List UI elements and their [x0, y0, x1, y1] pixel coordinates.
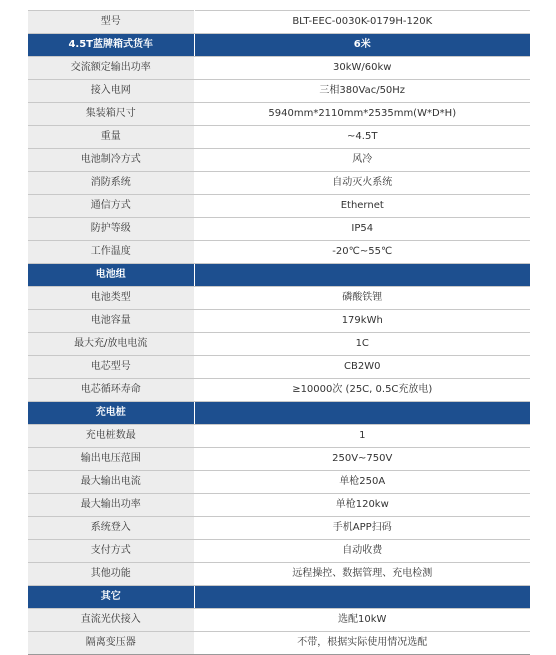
- spec-value: BLT-EEC-0030K-0179H-120K: [194, 11, 530, 34]
- spec-label: 电池类型: [28, 287, 194, 310]
- spec-label: 电池容量: [28, 310, 194, 333]
- spec-table: [28, 10, 530, 655]
- spec-value: 1: [194, 425, 530, 448]
- spec-sheet: [28, 10, 530, 655]
- spec-label: 电池制冷方式: [28, 149, 194, 172]
- spec-row: [28, 494, 530, 517]
- section-value: 6米: [194, 34, 530, 57]
- spec-row: [28, 517, 530, 540]
- spec-label: 消防系统: [28, 172, 194, 195]
- spec-label: 型号: [28, 11, 194, 34]
- spec-table-body: [28, 11, 530, 655]
- spec-label: 隔离变压器: [28, 632, 194, 655]
- spec-value: 250V~750V: [194, 448, 530, 471]
- spec-row: [28, 609, 530, 632]
- spec-row: [28, 218, 530, 241]
- section-header-row: [28, 402, 530, 425]
- spec-label: 最大输出功率: [28, 494, 194, 517]
- spec-row: [28, 333, 530, 356]
- spec-row: [28, 471, 530, 494]
- spec-label: 电芯循环寿命: [28, 379, 194, 402]
- spec-row: [28, 632, 530, 655]
- spec-label: 系统登入: [28, 517, 194, 540]
- spec-value: 手机APP扫码: [194, 517, 530, 540]
- spec-row: [28, 103, 530, 126]
- spec-row: [28, 195, 530, 218]
- spec-value: CB2W0: [194, 356, 530, 379]
- spec-value: -20℃~55℃: [194, 241, 530, 264]
- spec-value: 不带，根据实际使用情况选配: [194, 632, 530, 655]
- spec-value: ≥10000次 (25C, 0.5C充放电): [194, 379, 530, 402]
- spec-row: [28, 448, 530, 471]
- spec-label: 最大输出电流: [28, 471, 194, 494]
- section-header-row: [28, 586, 530, 609]
- spec-label: 直流光伏接入: [28, 609, 194, 632]
- spec-row: [28, 563, 530, 586]
- spec-value: Ethernet: [194, 195, 530, 218]
- spec-row: [28, 310, 530, 333]
- spec-row: [28, 356, 530, 379]
- spec-label: 接入电网: [28, 80, 194, 103]
- spec-value: ~4.5T: [194, 126, 530, 149]
- spec-value: 单枪120kw: [194, 494, 530, 517]
- spec-value: 自动收费: [194, 540, 530, 563]
- spec-row: [28, 540, 530, 563]
- spec-row: [28, 149, 530, 172]
- spec-value: 5940mm*2110mm*2535mm(W*D*H): [194, 103, 530, 126]
- section-value: [194, 586, 530, 609]
- spec-label: 工作温度: [28, 241, 194, 264]
- spec-label: 最大充/放电电流: [28, 333, 194, 356]
- spec-value: 30kW/60kw: [194, 57, 530, 80]
- spec-label: 输出电压范围: [28, 448, 194, 471]
- spec-value: IP54: [194, 218, 530, 241]
- spec-label: 充电桩数最: [28, 425, 194, 448]
- spec-label: 支付方式: [28, 540, 194, 563]
- spec-row: [28, 172, 530, 195]
- spec-label: 防护等级: [28, 218, 194, 241]
- spec-value: 风冷: [194, 149, 530, 172]
- section-header-row: [28, 34, 530, 57]
- spec-label: 电芯型号: [28, 356, 194, 379]
- spec-row: [28, 57, 530, 80]
- spec-value: 远程操控、数据管理、充电检测: [194, 563, 530, 586]
- section-value: [194, 264, 530, 287]
- section-title: 充电桩: [28, 402, 194, 425]
- spec-label: 通信方式: [28, 195, 194, 218]
- section-title: 电池组: [28, 264, 194, 287]
- spec-row: [28, 379, 530, 402]
- section-title: 4.5T蓝牌箱式货车: [28, 34, 194, 57]
- spec-label: 集装箱尺寸: [28, 103, 194, 126]
- spec-label: 重量: [28, 126, 194, 149]
- spec-row: [28, 11, 530, 34]
- spec-value: 1C: [194, 333, 530, 356]
- spec-value: 三相380Vac/50Hz: [194, 80, 530, 103]
- spec-label: 其他功能: [28, 563, 194, 586]
- spec-row: [28, 287, 530, 310]
- spec-value: 磷酸铁锂: [194, 287, 530, 310]
- spec-value: 自动灭火系统: [194, 172, 530, 195]
- section-title: 其它: [28, 586, 194, 609]
- spec-row: [28, 126, 530, 149]
- spec-value: 179kWh: [194, 310, 530, 333]
- spec-row: [28, 425, 530, 448]
- spec-value: 选配10kW: [194, 609, 530, 632]
- spec-row: [28, 80, 530, 103]
- spec-value: 单枪250A: [194, 471, 530, 494]
- section-header-row: [28, 264, 530, 287]
- spec-row: [28, 241, 530, 264]
- spec-label: 交流额定输出功率: [28, 57, 194, 80]
- section-value: [194, 402, 530, 425]
